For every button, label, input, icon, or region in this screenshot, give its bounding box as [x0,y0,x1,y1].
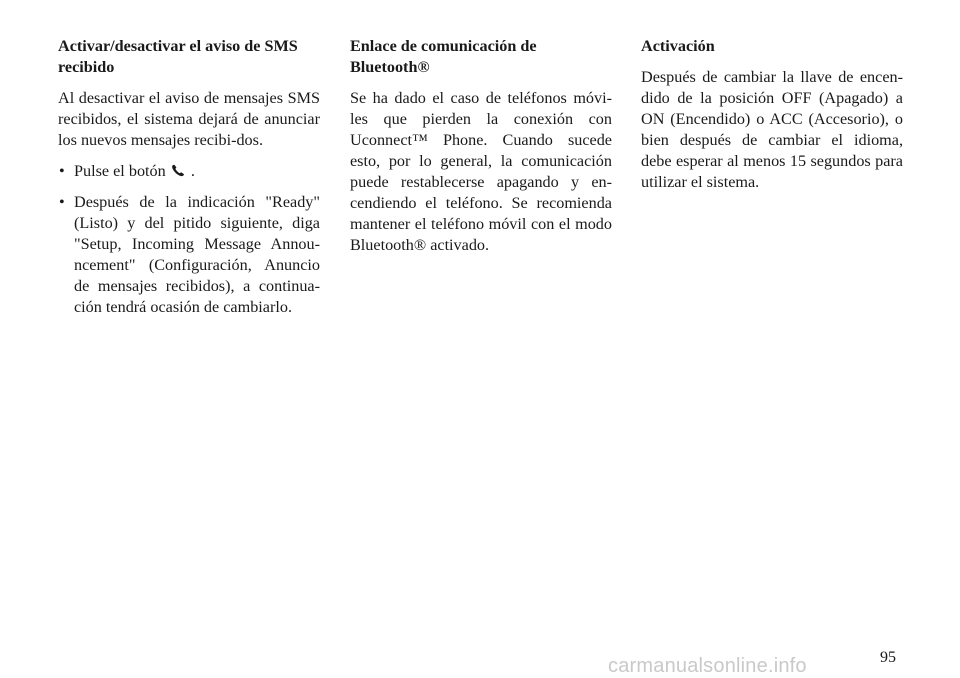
heading-bluetooth-link: Enlace de comunicación de Bluetooth® [350,37,537,76]
column-1 [58,36,320,328]
list-item [58,161,320,182]
heading-activation: Activación [641,37,715,55]
page-number: 95 [880,649,896,666]
list-item-text: Pulse el botón [74,162,166,180]
bullet-marker: • [59,162,65,180]
list-item-text-end: . [190,162,195,180]
paragraph-activation: Después de cambiar la llave de encen-dido de la posición OFF (Apagado) a ON (Encendido) o ACC (Accesorio), o bien después de cambiar el idioma, debe esperar al menos 15 segundos para utilizar el sistema. [641,68,903,191]
list-item-text: Después de la indicación "Ready" (Listo) y del pitido siguiente, diga "Setup, Incoming Message Annou-ncement" (Configuración, Anuncio de mensajes recibidos), a continua-ción tendrá ocasión de cambiarlo. [74,193,320,316]
bullet-list [58,161,320,318]
paragraph-sms-alert: Al desactivar el aviso de mensajes SMS recibidos, el sistema dejará de anunciar los nuevos mensajes recibi-dos. [58,89,320,149]
column-3 [641,36,903,203]
watermark: carmanualsonline.info [608,655,807,677]
paragraph-bluetooth-link: Se ha dado el caso de teléfonos móvi-les que pierden la conexión con Uconnect™ Phone. Cuando sucede esto, por lo general, la comunicación puede restablecerse apagando y en-cendiendo el teléfono. Se recomienda mantener el teléfono móvil con el modo Bluetooth® activado. [350,89,612,254]
heading-sms-alert: Activar/desactivar el aviso de SMS recibido [58,37,298,76]
column-2 [350,36,612,266]
bullet-marker: • [59,193,65,211]
phone-icon [171,164,186,177]
list-item [58,192,320,318]
